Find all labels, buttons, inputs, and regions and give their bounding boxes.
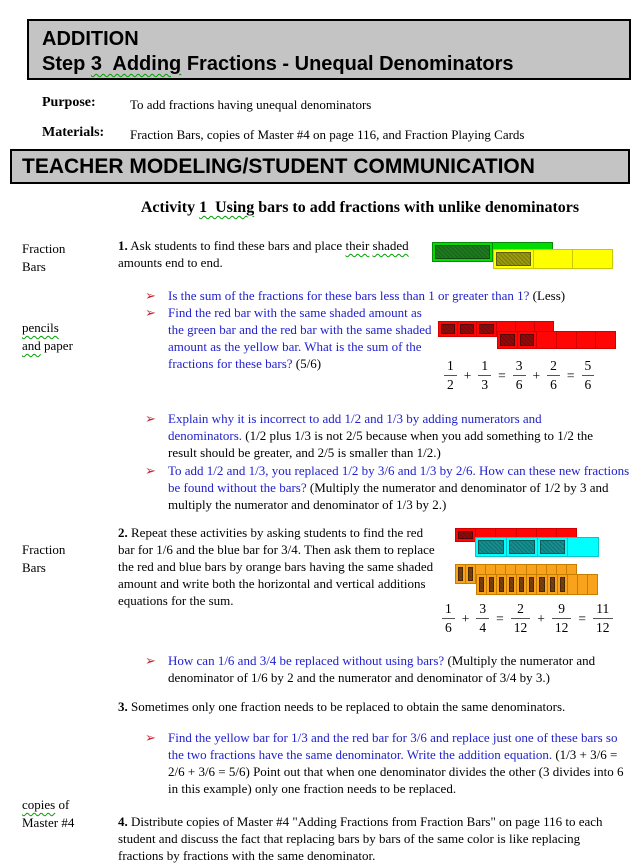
- text-segment: pencils: [22, 320, 59, 335]
- text-segment: Bars: [22, 560, 46, 575]
- bar-shaded-part: [509, 577, 514, 592]
- fraction: [442, 601, 455, 636]
- bar-shaded-part: [479, 324, 493, 334]
- orange-twelfths-bar-9-12: [476, 574, 598, 595]
- text-segment: (1/2 plus 1/3 is not 2/5 because when you add something to 1/2 the result should be greater, and 2/5 is smaller than 1/2.): [168, 428, 597, 460]
- equation-operator: =: [578, 610, 586, 626]
- bar-shaded-part: [468, 567, 473, 581]
- fraction: [547, 358, 560, 393]
- graphic-red-blue-orange-bars: [453, 526, 642, 598]
- fraction-denominator: 6: [550, 377, 557, 392]
- bar-segment: [568, 538, 598, 556]
- bullet-question-5: [168, 652, 620, 686]
- equation-operator: +: [461, 610, 470, 626]
- page-title: [29, 52, 629, 77]
- section-title: TEACHER MODELING/STUDENT COMMUNICATION: [22, 155, 535, 178]
- fraction-numerator: 3: [476, 601, 489, 619]
- fraction-numerator: 9: [552, 601, 572, 619]
- text-segment: shaded: [372, 238, 409, 253]
- fraction-numerator: 1: [478, 358, 491, 376]
- bullet-arrow-icon: ➢: [145, 305, 156, 320]
- bar-segment: [507, 538, 538, 556]
- text-segment: (Multiply the numerator and denominator of 1/6 by 2 and the numerator and denominator of 3/4 by 3.): [168, 653, 599, 685]
- blue-fourths-bar-3-4: [475, 537, 599, 557]
- equation-operator: =: [498, 367, 506, 383]
- bar-segment: [568, 575, 578, 594]
- bar-segment: [497, 575, 507, 594]
- fraction-numerator: 5: [582, 358, 595, 376]
- margin-label-copies-master: [22, 796, 74, 832]
- bar-shaded-part: [479, 577, 484, 592]
- fraction: [552, 601, 572, 636]
- text-segment: Find the yellow bar for 1/3 and the red bar for 3/6 and replace just one of these bars so the two fractions have the same denominator. Write the addition equation.: [168, 730, 621, 762]
- bar-segment: [548, 575, 558, 594]
- bullet-question-6: [168, 729, 630, 797]
- purpose-label: Purpose:: [42, 95, 96, 110]
- text-segment: 1 Using: [199, 199, 255, 216]
- margin-label-fraction-bars-1: [22, 240, 65, 276]
- bar-segment: [487, 575, 497, 594]
- step-4-text: [118, 813, 620, 864]
- fraction: [513, 358, 526, 393]
- bullet-arrow-icon: ➢: [145, 288, 156, 303]
- text-segment: (5/6): [292, 356, 322, 371]
- bullet-arrow-icon: ➢: [145, 730, 156, 745]
- equation-2: [442, 601, 613, 636]
- text-segment: 2.: [118, 525, 128, 540]
- fraction-denominator: 12: [513, 620, 528, 635]
- text-segment: Is the sum of the fractions for these bars less than 1 or greater than 1?: [168, 288, 530, 303]
- text-segment: 1.: [118, 238, 128, 253]
- text-segment: Distribute copies of Master #4 "Adding Fractions from Fraction Bars" on page 116 to each student and discuss the fact that replacing bars by bars of the same color is like replacing fractions by fractions with the same denominator.: [118, 814, 606, 863]
- bar-segment: [558, 575, 568, 594]
- text-segment: Fraction: [22, 542, 66, 557]
- bullet-arrow-icon: ➢: [145, 463, 156, 478]
- text-segment: their: [345, 238, 370, 253]
- text-segment: bars to add fractions with unlike denominators: [254, 199, 580, 216]
- yellow-third-bar: [493, 249, 613, 269]
- bar-segment: [498, 332, 518, 348]
- margin-label-pencils-paper: [22, 319, 73, 355]
- bar-segment: [517, 575, 527, 594]
- bar-segment: [573, 250, 612, 268]
- bar-segment: [458, 322, 477, 336]
- bullet-question-2: [168, 304, 435, 372]
- fraction: [476, 601, 489, 636]
- step-1-text: [118, 237, 423, 271]
- text-segment: Find the red bar with the same shaded amount as the green bar and the red bar with the same shaded amount as the yellow bar. What is the sum of the fractions for these bars?: [168, 305, 435, 371]
- materials-label: Materials:: [42, 125, 105, 140]
- bar-shaded-part: [550, 577, 555, 592]
- bar-shaded-part: [509, 540, 535, 554]
- text-segment: Bars: [22, 259, 46, 274]
- materials-text: Fraction Bars, copies of Master #4 on page 116, and Fraction Playing Cards: [130, 127, 525, 142]
- bar-segment: [537, 575, 547, 594]
- bar-shaded-part: [460, 324, 474, 334]
- text-segment: 3 Adding: [90, 53, 182, 75]
- fraction: [593, 601, 613, 636]
- bar-segment: [494, 250, 534, 268]
- fraction-numerator: 1: [442, 601, 455, 619]
- text-segment: Fractions - Unequal Denominators: [181, 53, 514, 75]
- bar-shaded-part: [441, 324, 455, 334]
- text-segment: Repeat these activities by asking students to find the red bar for 1/6 and the blue bar for 3/4. Then ask them to replace the red and blue bars by orange bars having the same shaded amount and write both the horizontal and vertical additions equations for the sum.: [118, 525, 438, 608]
- text-segment: of: [55, 797, 70, 812]
- fraction: [478, 358, 491, 393]
- text-segment: 3.: [118, 699, 128, 714]
- text-segment: How can 1/6 and 3/4 be replaced without using bars?: [168, 653, 445, 668]
- step-2-text: [118, 524, 436, 609]
- bar-segment: [588, 575, 597, 594]
- bar-segment: [466, 565, 476, 583]
- step-3-text: [118, 698, 633, 715]
- fraction: [444, 358, 457, 393]
- bar-shaded-part: [519, 577, 524, 592]
- bar-shaded-part: [529, 577, 534, 592]
- section-banner: [10, 149, 630, 184]
- bar-shaded-part: [496, 252, 531, 266]
- bar-shaded-part: [458, 567, 463, 581]
- equation-operator: +: [463, 367, 472, 383]
- text-segment: Sometimes only one fraction needs to be replaced to obtain the same denominators.: [127, 699, 566, 714]
- bar-shaded-part: [540, 540, 566, 554]
- text-segment: Fraction: [22, 241, 66, 256]
- fraction-denominator: 6: [445, 620, 452, 635]
- fraction-numerator: 11: [593, 601, 613, 619]
- text-segment: amounts end to end.: [118, 238, 412, 270]
- bar-segment: [557, 332, 577, 348]
- graphic-green-yellow-bars: [430, 238, 630, 280]
- fraction-denominator: 12: [554, 620, 569, 635]
- bullet-question-3: [168, 410, 616, 461]
- equation-operator: +: [537, 610, 545, 626]
- text-segment: copies: [22, 797, 56, 812]
- text-segment: paper: [40, 338, 73, 353]
- fraction-denominator: 2: [447, 377, 454, 392]
- fraction-denominator: 4: [479, 620, 487, 635]
- bar-shaded-part: [520, 334, 535, 346]
- text-segment: To add 1/2 and 1/3, you replaced 1/2 by 3/6 and 1/3 by 2/6. How can these new fractions be found without the bars?: [168, 463, 633, 495]
- bullet-question-1: [168, 287, 638, 304]
- text-segment: (1/3 + 3/6 = 2/6 + 3/6 = 5/6) Point out that when one denominator divides the other (3 divides into 6 in this example) only one fraction needs to be replaced.: [168, 747, 627, 796]
- fraction-denominator: 12: [596, 620, 610, 635]
- bar-segment: [456, 529, 476, 541]
- bar-shaded-part: [489, 577, 494, 592]
- fraction-denominator: 3: [481, 377, 489, 392]
- purpose-text: To add fractions having unequal denominators: [130, 97, 372, 112]
- bar-segment: [537, 332, 557, 348]
- bar-shaded-part: [560, 577, 565, 592]
- bar-segment: [538, 538, 569, 556]
- bar-segment: [527, 575, 537, 594]
- bar-shaded-part: [539, 577, 544, 592]
- fraction-numerator: 1: [444, 358, 457, 376]
- text-segment: Step: [42, 53, 91, 75]
- bar-segment: [476, 538, 507, 556]
- bullet-arrow-icon: ➢: [145, 411, 156, 426]
- bar-segment: [578, 575, 588, 594]
- bar-shaded-part: [500, 334, 515, 346]
- bar-shaded-part: [435, 245, 490, 259]
- bullet-question-4: [168, 462, 633, 513]
- text-segment: 4.: [118, 814, 128, 829]
- equation-operator: =: [566, 367, 575, 383]
- bar-shaded-part: [458, 531, 473, 539]
- fraction-numerator: 3: [513, 358, 526, 376]
- fraction: [511, 601, 531, 636]
- bar-segment: [433, 243, 493, 261]
- text-segment: and: [22, 338, 41, 353]
- header-banner: [27, 19, 631, 80]
- bar-segment: [439, 322, 458, 336]
- bar-segment: [518, 332, 538, 348]
- equation-1: [444, 358, 594, 393]
- text-segment: Activity: [140, 199, 200, 216]
- bar-shaded-part: [499, 577, 504, 592]
- bar-segment: [477, 575, 487, 594]
- fraction-denominator: 6: [584, 377, 592, 392]
- text-segment: Ask students to find these bars and place: [127, 238, 346, 253]
- fraction-denominator: 6: [515, 377, 523, 392]
- equation-operator: +: [532, 367, 541, 383]
- red-sixths-bar-2-6: [497, 331, 616, 349]
- fraction-numerator: 2: [547, 358, 560, 376]
- bar-segment: [456, 565, 466, 583]
- text-segment: (Multiply the numerator and denominator of 1/2 by 3 and multiply the numerator and denominator of 1/3 by 2.): [168, 480, 612, 512]
- fraction: [582, 358, 595, 393]
- bar-segment: [534, 250, 574, 268]
- bullet-arrow-icon: ➢: [145, 653, 156, 668]
- bar-segment: [596, 332, 615, 348]
- activity-title: [105, 199, 615, 217]
- fraction-numerator: 2: [511, 601, 531, 619]
- bar-segment: [507, 575, 517, 594]
- text-segment: (Less): [529, 288, 566, 303]
- bar-segment: [477, 322, 496, 336]
- text-segment: Explain why it is incorrect to add 1/2 and 1/3 by adding numerators and denominators.: [168, 411, 545, 443]
- equation-operator: =: [496, 610, 504, 626]
- margin-label-fraction-bars-2: [22, 541, 65, 577]
- bar-segment: [577, 332, 597, 348]
- text-segment: Master #4: [22, 815, 75, 830]
- bar-shaded-part: [478, 540, 504, 554]
- graphic-red-sixths-bars: [436, 319, 636, 355]
- page-kicker: ADDITION: [42, 28, 139, 50]
